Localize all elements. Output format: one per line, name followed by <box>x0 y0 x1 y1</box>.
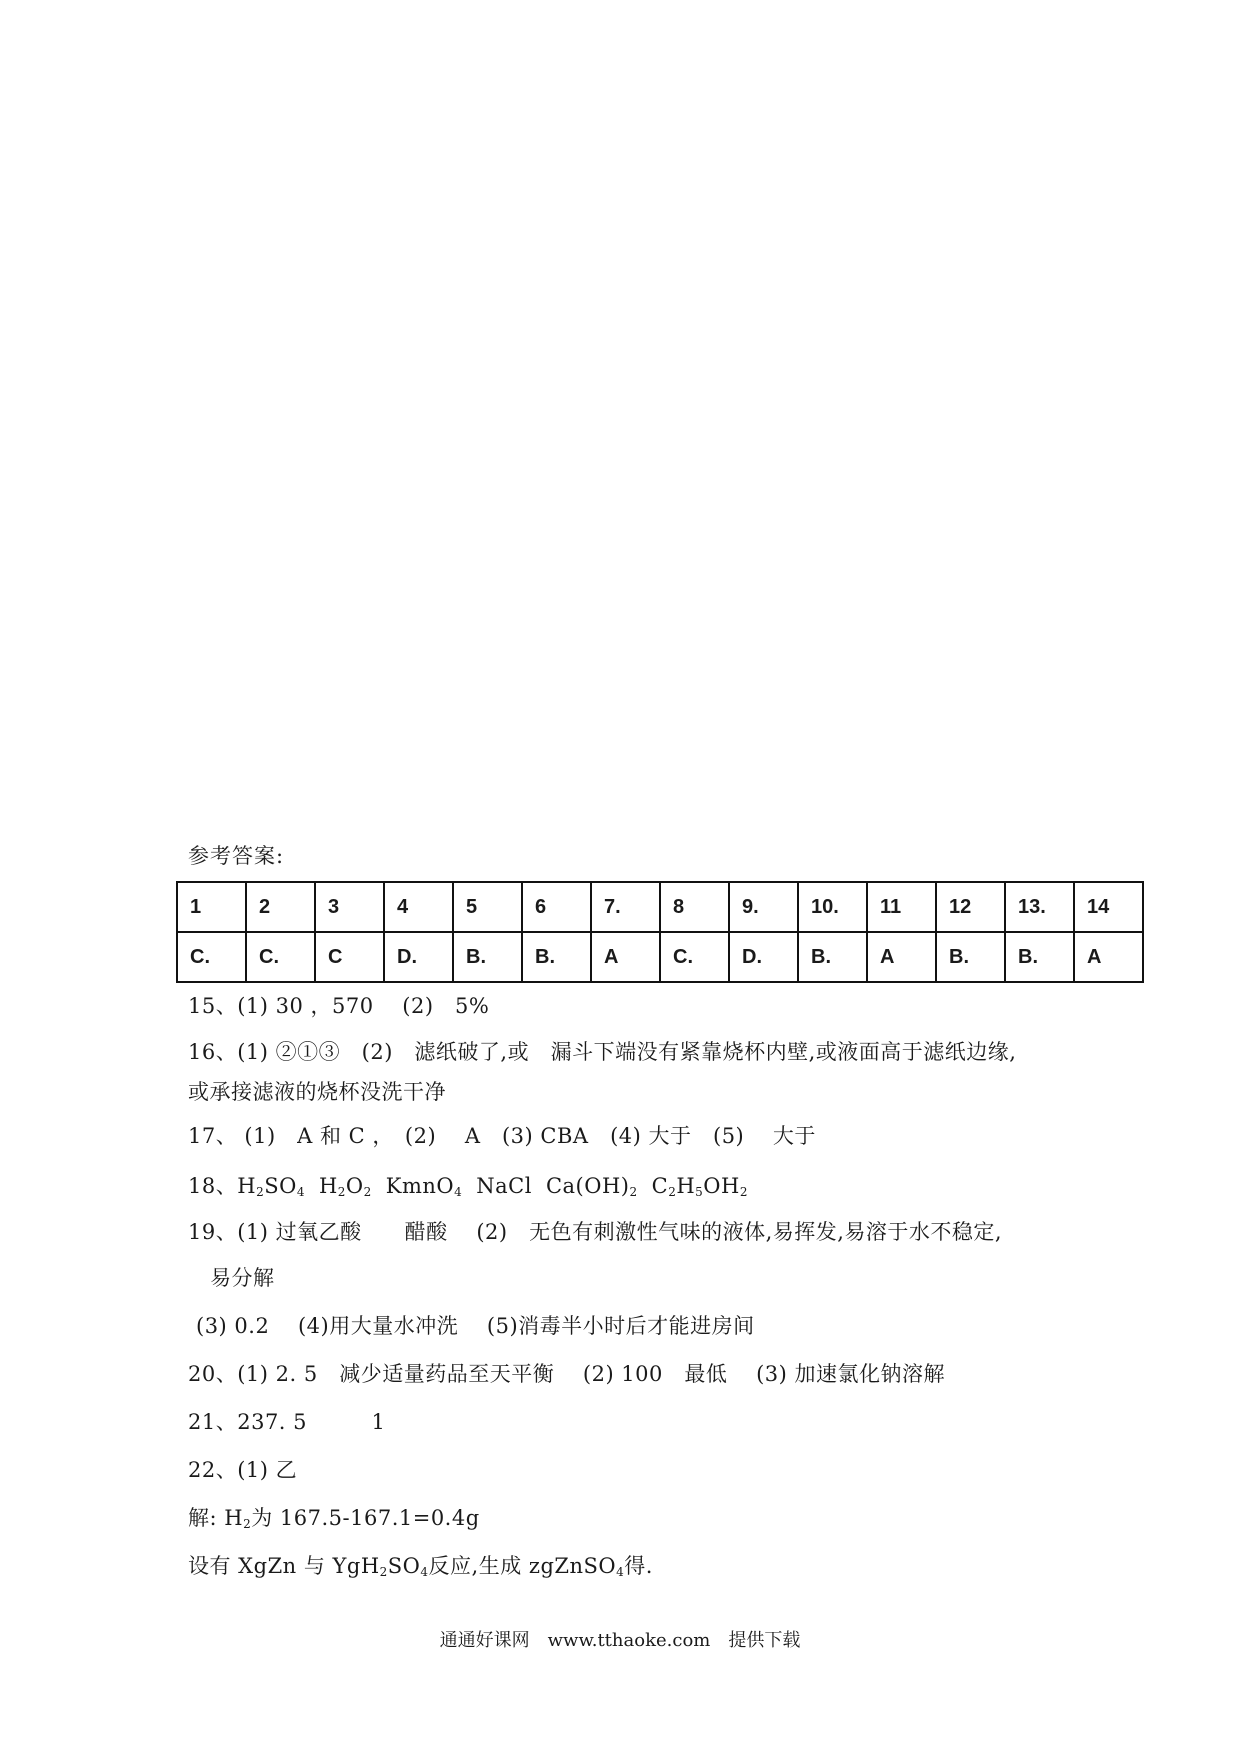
table-cell: B. <box>798 932 867 982</box>
footer-source: 通通好课网 www.tthaoke.com 提供下载 <box>439 1630 801 1651</box>
table-cell: 14 <box>1074 882 1143 932</box>
table-cell: 10. <box>798 882 867 932</box>
solution-text: 解: H <box>188 1506 244 1530</box>
chemical-formula-list <box>237 1174 762 1198</box>
subscript: 2 <box>379 1565 388 1579</box>
table-cell: A <box>1074 932 1143 982</box>
chemical-formula: $H_2O_2$ <box>318 1174 372 1199</box>
table-cell: 1 <box>177 882 246 932</box>
answer-row <box>177 932 1143 982</box>
table-cell: 7. <box>591 882 660 932</box>
solution-text: SO <box>387 1554 421 1578</box>
table-cell: 6 <box>522 882 591 932</box>
table-cell: 4 <box>384 882 453 932</box>
solution-text: 反应,生成 zgZnSO <box>428 1554 617 1578</box>
table-cell: 9. <box>729 882 798 932</box>
answer-17: 17、 (1) A 和 C ， (2) A (3) CBA (4) 大于 (5) 大于 <box>188 1124 816 1148</box>
chemical-formula: $Ca(OH)_2$ <box>545 1174 638 1199</box>
answer-19-line-3: (3) 0.2 (4)用大量水冲洗 (5)消毒半小时后才能进房间 <box>196 1314 755 1338</box>
solution-text: 得. <box>624 1554 653 1578</box>
answer-18-prefix: 18、 <box>188 1174 238 1198</box>
table-cell: C <box>315 932 384 982</box>
answer-heading: 参考答案: <box>188 844 285 868</box>
table-cell: C. <box>177 932 246 982</box>
solution-line-2 <box>188 1550 653 1580</box>
answer-19-line-2: 易分解 <box>210 1266 275 1290</box>
table-cell: 3 <box>315 882 384 932</box>
answer-20: 20、(1) 2. 5 减少适量药品至天平衡 (2) 100 最低 (3) 加速氯化钠溶解 <box>188 1362 945 1386</box>
table-cell: 5 <box>453 882 522 932</box>
table-cell: 8 <box>660 882 729 932</box>
answer-15: 15、(1) 30 ，570 (2) 5% <box>188 994 490 1018</box>
solution-text: 设有 XgZn 与 YgH <box>188 1554 380 1578</box>
chemical-formula: NaCl <box>476 1174 532 1198</box>
table-cell: 12 <box>936 882 1005 932</box>
table-cell: D. <box>729 932 798 982</box>
chemical-formula: $H_2SO_4$ <box>237 1174 305 1199</box>
table-cell: D. <box>384 932 453 982</box>
answer-16-line-2: 或承接滤液的烧杯没洗干净 <box>188 1080 446 1104</box>
chemical-formula: $C_2H_5OH_2$ <box>651 1174 748 1199</box>
answer-16-line-1: 16、(1) ②①③ (2) 滤纸破了,或 漏斗下端没有紧靠烧杯内壁,或液面高于滤纸边缘, <box>188 1040 1017 1064</box>
table-cell: B. <box>522 932 591 982</box>
table-cell: 13. <box>1005 882 1074 932</box>
answer-table <box>176 881 1144 983</box>
table-cell: A <box>591 932 660 982</box>
subscript: 4 <box>616 1565 625 1579</box>
solution-line-1 <box>188 1502 480 1532</box>
subscript: 4 <box>420 1565 429 1579</box>
answer-22: 22、(1) 乙 <box>188 1458 298 1482</box>
answer-19-line-1: 19、(1) 过氧乙酸 醋酸 (2) 无色有刺激性气味的液体,易挥发,易溶于水不稳定, <box>188 1220 1003 1244</box>
answer-18 <box>188 1170 762 1200</box>
chemical-formula: KmnO$_4$ <box>385 1174 463 1199</box>
table-cell: 2 <box>246 882 315 932</box>
table-cell: C. <box>246 932 315 982</box>
table-cell: 11 <box>867 882 936 932</box>
question-number-row <box>177 882 1143 932</box>
table-cell: C. <box>660 932 729 982</box>
table-cell: B. <box>936 932 1005 982</box>
solution-text: 为 167.5-167.1=0.4g <box>251 1506 480 1530</box>
table-cell: A <box>867 932 936 982</box>
table-cell: B. <box>1005 932 1074 982</box>
table-cell: B. <box>453 932 522 982</box>
subscript: 2 <box>243 1517 252 1531</box>
answer-21: 21、237. 5 1 <box>188 1410 386 1434</box>
